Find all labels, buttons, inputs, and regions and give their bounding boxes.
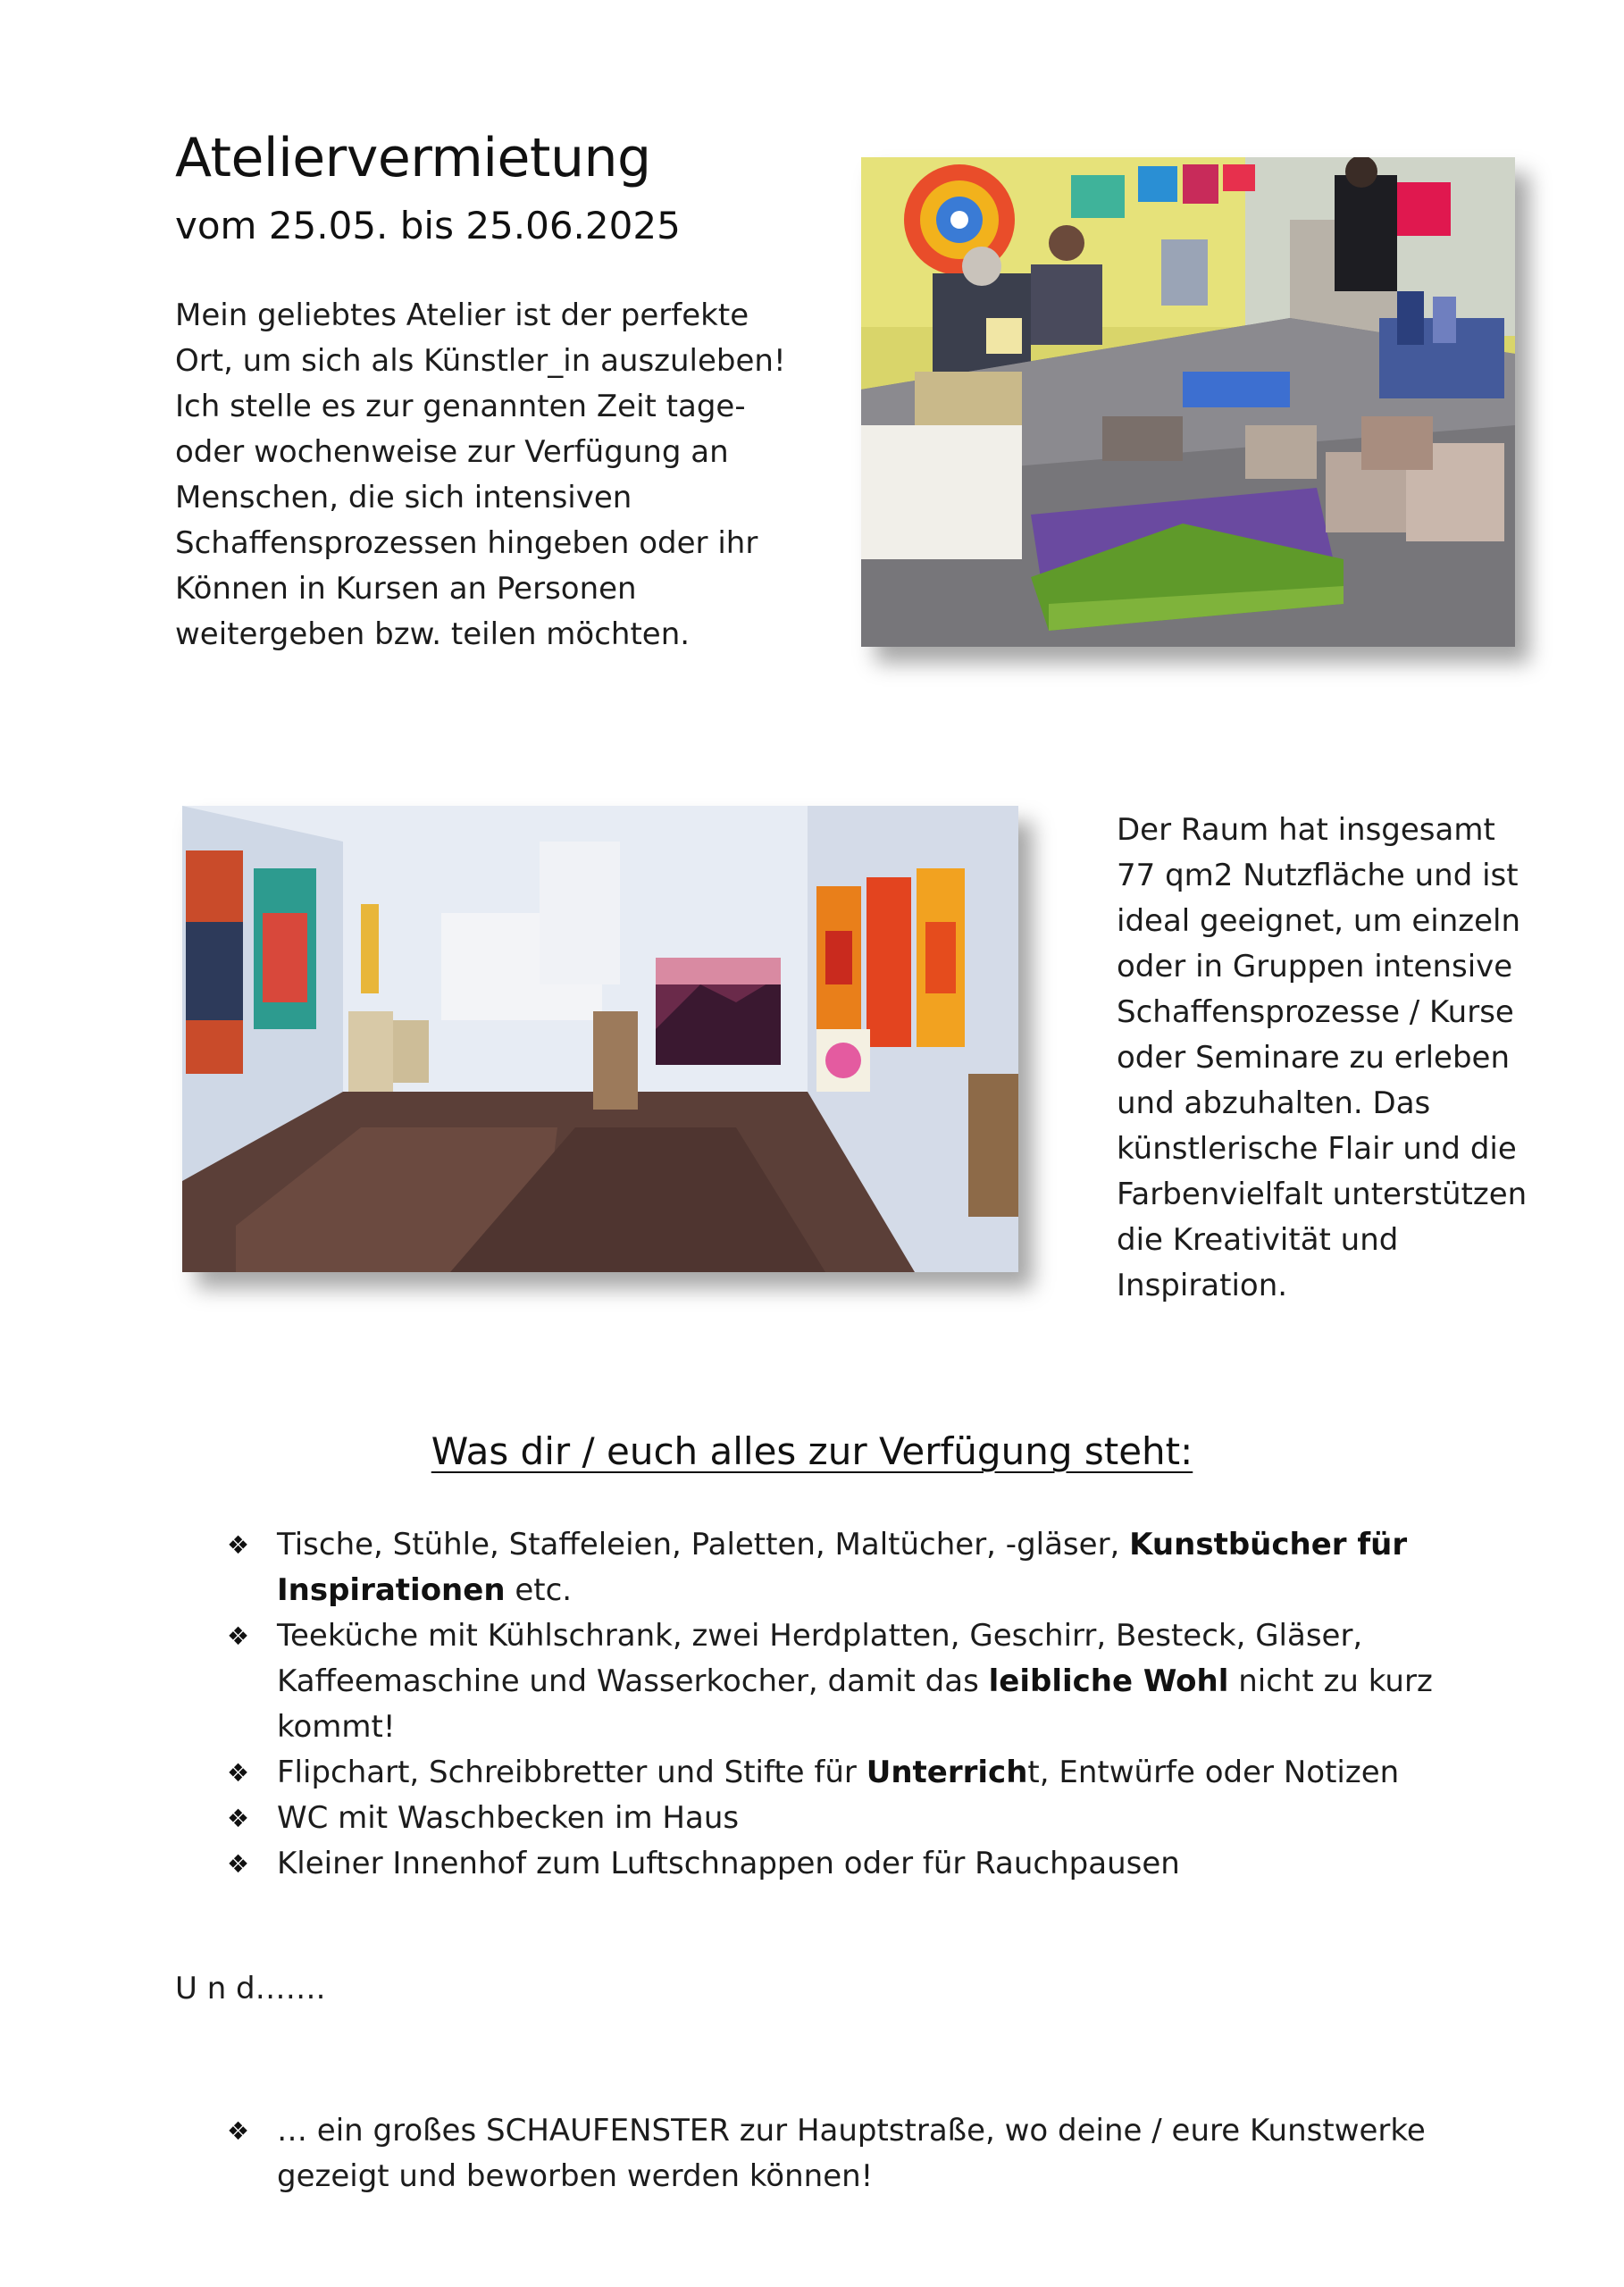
studio-room-photo <box>182 806 1018 1272</box>
features-heading: Was dir / euch alles zur Verfügung steht: <box>431 1429 1193 1473</box>
list-item: ❖ … ein großes SCHAUFENSTER zur Hauptstraße, wo deine / eure Kunstwerke gezeigt und beworben werden können! <box>227 2108 1531 2199</box>
page-title: Ateliervermietung <box>175 127 651 189</box>
features-list <box>227 1522 1531 1887</box>
workshop-photo <box>861 157 1515 647</box>
room-description: Der Raum hat insgesamt 77 qm2 Nutzfläche und ist ideal geeignet, um einzeln oder in Gruppen intensive Schaffensprozesse / Kurse oder Seminare zu erleben und abzuhalten. Das künstlerische Flair und die Farbenvielfalt unterstützen die Kreativität und Inspiration. <box>1117 812 1528 1303</box>
intro-paragraph: Mein geliebtes Atelier ist der perfekte Ort, um sich als Künstler_in auszuleben! Ich stelle es zur genannten Zeit tage- oder wochenweise zur Verfügung an Menschen, die sich intensiven Schaffensprozessen hingeben oder ihr Können in Kursen an Personen weitergeben bzw. teilen möchten. <box>175 297 786 652</box>
list-item: ❖ Teeküche mit Kühlschrank, zwei Herdplatten, Geschirr, Besteck, Gläser, Kaffeemaschine und Wasserkocher, damit das leibliche Wohl nicht zu kurz kommt! <box>227 1613 1531 1750</box>
list-item: ❖ Kleiner Innenhof zum Luftschnappen oder für Rauchpausen <box>227 1841 1531 1887</box>
bullet-icon: ❖ <box>227 1530 250 1560</box>
list-item: ❖ Tische, Stühle, Staffeleien, Paletten, Maltücher, -gläser, Kunstbücher für Inspirationen etc. <box>227 1522 1531 1613</box>
bullet-icon: ❖ <box>227 1804 250 1833</box>
und-text: U n d……. <box>175 1971 326 2006</box>
list-item: ❖ WC mit Waschbecken im Haus <box>227 1796 1531 1841</box>
extra-list <box>227 2108 1531 2199</box>
date-range: vom 25.05. bis 25.06.2025 <box>175 204 681 247</box>
bullet-icon: ❖ <box>227 2116 250 2146</box>
bullet-icon: ❖ <box>227 1849 250 1879</box>
bullet-icon: ❖ <box>227 1758 250 1788</box>
bullet-icon: ❖ <box>227 1621 250 1651</box>
list-item: ❖ Flipchart, Schreibbretter und Stifte für Unterricht, Entwürfe oder Notizen <box>227 1750 1531 1796</box>
